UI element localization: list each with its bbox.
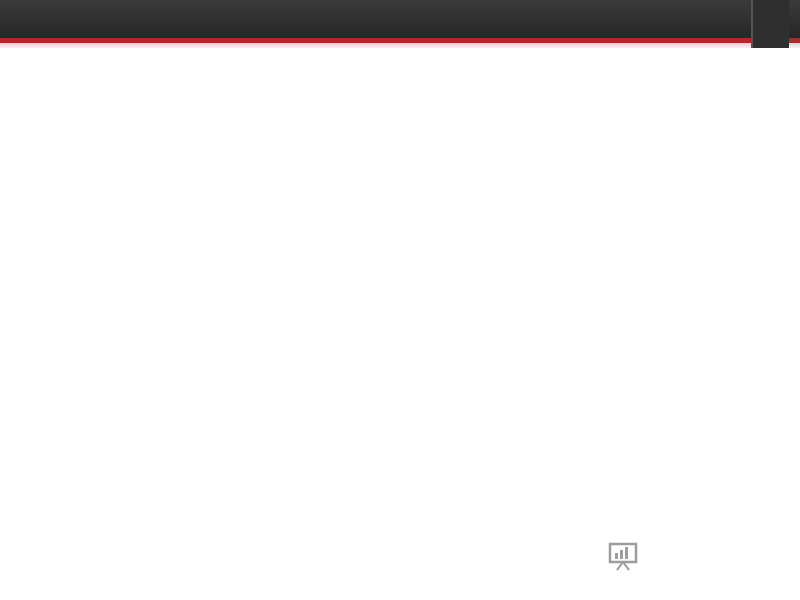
slide-content bbox=[56, 202, 756, 206]
top-bar bbox=[0, 0, 800, 38]
presentation-board-icon bbox=[608, 541, 638, 571]
watermark bbox=[608, 536, 798, 576]
divider-stripe bbox=[0, 43, 800, 48]
page-number-box bbox=[752, 0, 789, 48]
